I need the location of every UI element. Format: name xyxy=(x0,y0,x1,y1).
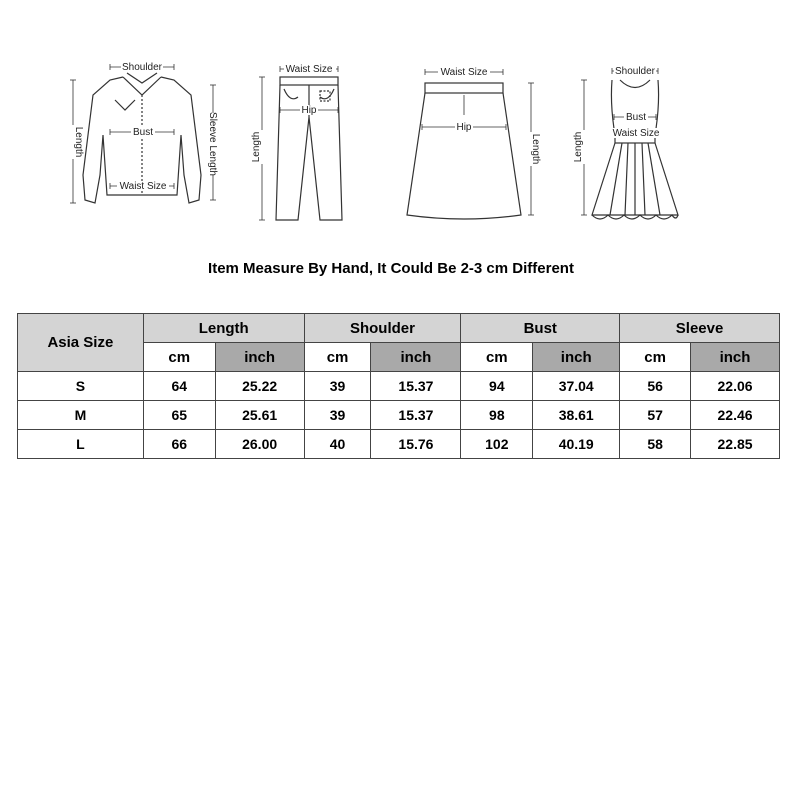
table-cell: 66 xyxy=(143,430,215,459)
measurement-note: Item Measure By Hand, It Could Be 2-3 cm Different xyxy=(208,260,574,277)
measurement-diagrams xyxy=(0,55,800,235)
pants-length-label: Length xyxy=(251,131,262,163)
table-cell: 98 xyxy=(461,401,533,430)
table-cell: 39 xyxy=(304,401,371,430)
size-table xyxy=(17,313,780,459)
table-cell: 25.61 xyxy=(215,401,304,430)
dress-shoulder-label: Shoulder xyxy=(614,66,656,77)
pants-illustration xyxy=(250,55,360,225)
table-cell: 15.37 xyxy=(371,401,461,430)
table-cell: 38.61 xyxy=(533,401,620,430)
bust-header: Bust xyxy=(461,314,620,343)
table-cell: 26.00 xyxy=(215,430,304,459)
unit-inch-header: inch xyxy=(533,343,620,372)
unit-inch-header: inch xyxy=(371,343,461,372)
table-cell: 40.19 xyxy=(533,430,620,459)
skirt-hip-label: Hip xyxy=(456,122,472,133)
pants-waist-label: Waist Size xyxy=(285,64,333,75)
shirt-sleeve-label: Sleeve Length xyxy=(207,112,218,176)
size-cell: L xyxy=(18,430,144,459)
skirt-waist-label: Waist Size xyxy=(440,67,488,78)
shirt-illustration xyxy=(65,55,225,220)
table-cell: 57 xyxy=(620,401,691,430)
table-cell: 22.06 xyxy=(691,372,780,401)
shirt-diagram xyxy=(65,55,225,225)
size-cell: M xyxy=(18,401,144,430)
pants-diagram xyxy=(250,55,360,230)
group-header-row xyxy=(18,314,780,343)
table-cell: 40 xyxy=(304,430,371,459)
dress-illustration xyxy=(570,55,700,225)
table-row xyxy=(18,401,780,430)
skirt-illustration xyxy=(395,55,555,225)
shoulder-header: Shoulder xyxy=(304,314,461,343)
size-cell: S xyxy=(18,372,144,401)
table-cell: 25.22 xyxy=(215,372,304,401)
table-cell: 94 xyxy=(461,372,533,401)
length-header: Length xyxy=(143,314,304,343)
shirt-bust-label: Bust xyxy=(132,127,154,138)
pants-hip-label: Hip xyxy=(301,105,317,116)
table-cell: 65 xyxy=(143,401,215,430)
dress-waist-label: Waist Size xyxy=(612,128,660,139)
unit-cm-header: cm xyxy=(620,343,691,372)
skirt-diagram xyxy=(395,55,555,230)
table-cell: 37.04 xyxy=(533,372,620,401)
unit-cm-header: cm xyxy=(143,343,215,372)
asia-size-header: Asia Size xyxy=(18,314,144,372)
table-row xyxy=(18,372,780,401)
table-cell: 39 xyxy=(304,372,371,401)
table-cell: 56 xyxy=(620,372,691,401)
unit-cm-header: cm xyxy=(304,343,371,372)
sleeve-header: Sleeve xyxy=(620,314,780,343)
table-cell: 64 xyxy=(143,372,215,401)
dress-length-label: Length xyxy=(573,131,584,163)
dress-bust-label: Bust xyxy=(625,112,647,123)
unit-inch-header: inch xyxy=(691,343,780,372)
table-cell: 58 xyxy=(620,430,691,459)
table-cell: 22.46 xyxy=(691,401,780,430)
unit-inch-header: inch xyxy=(215,343,304,372)
skirt-length-label: Length xyxy=(530,133,541,165)
table-cell: 15.37 xyxy=(371,372,461,401)
unit-cm-header: cm xyxy=(461,343,533,372)
table-cell: 15.76 xyxy=(371,430,461,459)
table-row xyxy=(18,430,780,459)
table-cell: 102 xyxy=(461,430,533,459)
table-cell: 22.85 xyxy=(691,430,780,459)
shirt-shoulder-label: Shoulder xyxy=(121,62,163,73)
shirt-length-label: Length xyxy=(73,126,84,158)
dress-diagram xyxy=(570,55,700,230)
shirt-waist-label: Waist Size xyxy=(119,181,167,192)
